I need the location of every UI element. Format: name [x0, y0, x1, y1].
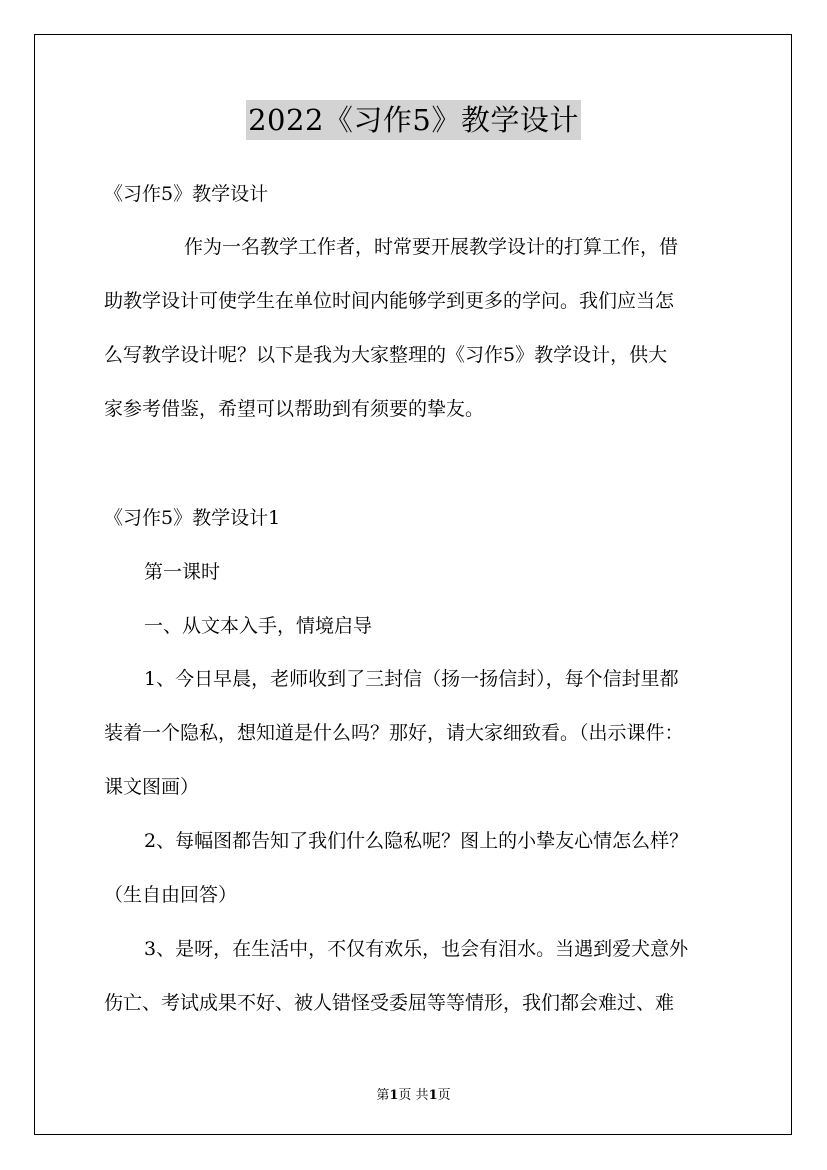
section-heading: 《习作5》教学设计1 [104, 507, 281, 529]
body-line-1: 1、今日早晨，老师收到了三封信（扬一扬信封），每个信封里都 [144, 668, 679, 690]
lesson-label: 第一课时 [144, 561, 221, 583]
body-line-6: 3、是呀，在生活中，不仅有欢乐，也会有泪水。当遇到爱犬意外 [144, 938, 689, 960]
part-heading: 一、从文本入手，情境启导 [144, 615, 373, 637]
footer-total-pages: 1 [428, 1088, 438, 1103]
document-title: 2022《习作5》教学设计 [246, 100, 581, 140]
intro-line-3: 么写教学设计呢？以下是我为大家整理的《习作5》教学设计，供大 [104, 344, 668, 366]
body-line-5: （生自由回答） [104, 884, 238, 906]
intro-line-4: 家参考借鉴，希望可以帮助到有须要的挚友。 [104, 398, 485, 420]
body-line-4: 2、每幅图都告知了我们什么隐私呢？图上的小挚友心情怎么样？ [144, 830, 689, 852]
intro-line-2: 助教学设计可使学生在单位时间内能够学到更多的学问。我们应当怎 [104, 290, 675, 312]
body-line-3: 课文图画） [104, 776, 200, 798]
title-block [0, 100, 827, 140]
footer-suffix: 页 [437, 1088, 451, 1103]
body-line-2: 装着一个隐私，想知道是什么吗？那好，请大家细致看。（出示课件： [104, 722, 684, 744]
footer-mid: 页 共 [398, 1088, 429, 1103]
body-line-7: 伤亡、考试成果不好、被人错怪受委屈等等情形，我们都会难过、难 [104, 992, 675, 1014]
subtitle: 《习作5》教学设计 [104, 183, 269, 205]
footer-prefix: 第 [376, 1088, 390, 1103]
intro-line-1: 作为一名教学工作者，时常要开展教学设计的打算工作，借 [184, 236, 679, 258]
page-footer [0, 1084, 827, 1103]
footer-current-page: 1 [389, 1088, 399, 1103]
